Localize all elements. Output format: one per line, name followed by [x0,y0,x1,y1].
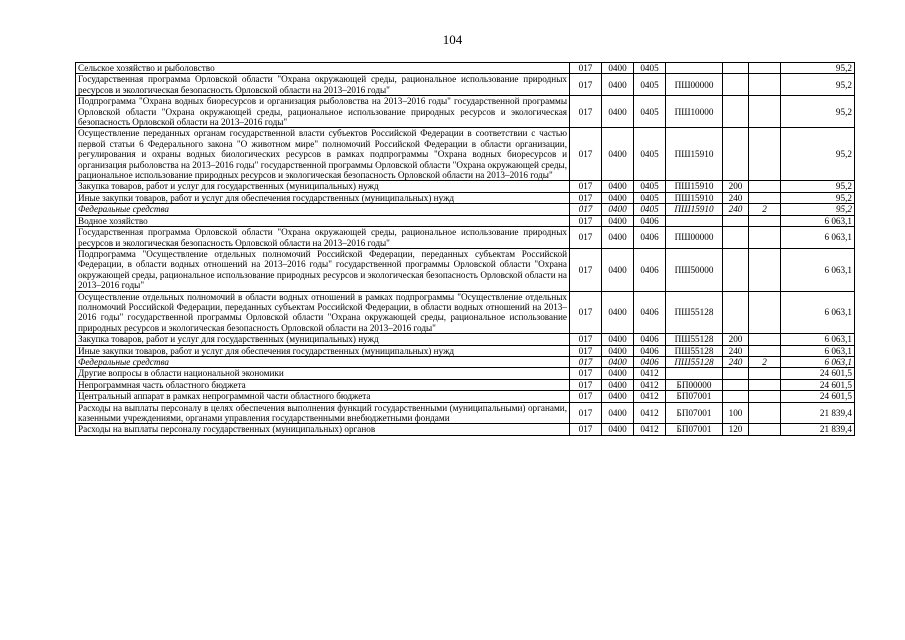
row-name: Федеральные средства [76,356,570,367]
row-target-article: ПШ55128 [666,356,723,367]
row-expense-type [723,74,749,96]
row-amount: 6 063,1 [781,215,855,226]
row-amount: 95,2 [781,128,855,181]
table-row [76,192,855,203]
row-section-code: 0400 [602,128,634,181]
row-fund-code [749,215,781,226]
row-section-code: 0400 [602,291,634,334]
row-target-article: ПШ15910 [666,181,723,192]
budget-table-body [76,63,855,436]
table-row [76,128,855,181]
row-amount: 21 839,4 [781,402,855,424]
row-fund-code [749,368,781,379]
row-ved-code: 017 [570,96,602,128]
row-name: Иные закупки товаров, работ и услуг для обеспечения государственных (муниципальных) нужд [76,345,570,356]
row-fund-code [749,391,781,402]
row-name: Иные закупки товаров, работ и услуг для обеспечения государственных (муниципальных) нужд [76,192,570,203]
row-subsection-code: 0405 [634,128,666,181]
row-target-article: БП00000 [666,379,723,390]
row-section-code: 0400 [602,248,634,291]
row-amount: 6 063,1 [781,356,855,367]
table-row [76,379,855,390]
row-fund-code [749,63,781,74]
row-ved-code: 017 [570,291,602,334]
table-row [76,248,855,291]
row-target-article [666,368,723,379]
row-amount: 95,2 [781,181,855,192]
row-fund-code [749,181,781,192]
row-fund-code [749,96,781,128]
row-subsection-code: 0405 [634,96,666,128]
row-expense-type [723,379,749,390]
row-section-code: 0400 [602,424,634,435]
row-section-code: 0400 [602,368,634,379]
row-ved-code: 017 [570,215,602,226]
row-section-code: 0400 [602,391,634,402]
row-target-article: ПШ15910 [666,192,723,203]
row-target-article: ПШ10000 [666,96,723,128]
row-name: Расходы на выплаты персоналу в целях обеспечения выполнения функций государственными (муниципальными) органами, казенными учреждениями, органами управления государственными внебюджетными фондами [76,402,570,424]
row-fund-code [749,128,781,181]
row-subsection-code: 0406 [634,227,666,249]
row-expense-type: 240 [723,192,749,203]
row-name: Федеральные средства [76,204,570,215]
row-name: Сельское хозяйство и рыболовство [76,63,570,74]
row-ved-code: 017 [570,192,602,203]
row-subsection-code: 0412 [634,368,666,379]
table-row [76,334,855,345]
table-row [76,291,855,334]
row-amount: 21 839,4 [781,424,855,435]
row-section-code: 0400 [602,181,634,192]
row-target-article: ПШ15910 [666,128,723,181]
table-row [76,215,855,226]
row-target-article: БП07001 [666,391,723,402]
row-subsection-code: 0405 [634,181,666,192]
row-expense-type: 240 [723,204,749,215]
row-amount: 24 601,5 [781,391,855,402]
row-fund-code [749,248,781,291]
row-expense-type [723,96,749,128]
row-expense-type [723,128,749,181]
row-target-article: ПШ00000 [666,74,723,96]
row-subsection-code: 0406 [634,356,666,367]
table-row [76,368,855,379]
row-name: Закупка товаров, работ и услуг для государственных (муниципальных) нужд [76,334,570,345]
row-subsection-code: 0405 [634,74,666,96]
row-expense-type [723,63,749,74]
row-ved-code: 017 [570,356,602,367]
row-name: Закупка товаров, работ и услуг для государственных (муниципальных) нужд [76,181,570,192]
row-target-article: БП07001 [666,424,723,435]
row-section-code: 0400 [602,63,634,74]
table-row [76,63,855,74]
row-target-article: ПШ55128 [666,334,723,345]
row-amount: 6 063,1 [781,345,855,356]
row-target-article: ПШ55128 [666,345,723,356]
row-ved-code: 017 [570,345,602,356]
row-target-article: ПШ00000 [666,227,723,249]
row-expense-type [723,248,749,291]
table-row [76,402,855,424]
row-subsection-code: 0412 [634,402,666,424]
table-row [76,345,855,356]
table-row [76,227,855,249]
row-section-code: 0400 [602,215,634,226]
row-name: Непрограммная часть областного бюджета [76,379,570,390]
row-ved-code: 017 [570,379,602,390]
row-fund-code [749,334,781,345]
row-fund-code [749,402,781,424]
row-amount: 6 063,1 [781,291,855,334]
table-row [76,181,855,192]
row-amount: 24 601,5 [781,368,855,379]
row-expense-type: 240 [723,356,749,367]
table-row [76,391,855,402]
row-section-code: 0400 [602,204,634,215]
row-expense-type [723,368,749,379]
row-section-code: 0400 [602,356,634,367]
row-name: Подпрограмма "Осуществление отдельных полномочий Российской Федерации, переданных субъектам Российской Федерации, в области водных отношений на 2013–2016 годы" государственной программы Орловской области "Охрана окружающей среды, рациональное использование природных ресурсов и экологическая безопасность Орловской области на 2013–2016 годы" [76,248,570,291]
table-row [76,204,855,215]
row-name: Подпрограмма "Охрана водных биоресурсов и организация рыболовства на 2013–2016 годы" государственной программы Орловской области "Охрана окружающей среды, рациональное использование природных ресурсов и экологическая безопасность Орловской области на 2013–2016 годы" [76,96,570,128]
row-name: Другие вопросы в области национальной экономики [76,368,570,379]
row-ved-code: 017 [570,74,602,96]
row-subsection-code: 0412 [634,391,666,402]
row-fund-code: 2 [749,204,781,215]
row-fund-code: 2 [749,356,781,367]
row-subsection-code: 0406 [634,291,666,334]
row-ved-code: 017 [570,227,602,249]
row-expense-type [723,391,749,402]
row-fund-code [749,345,781,356]
row-subsection-code: 0406 [634,215,666,226]
row-target-article [666,215,723,226]
row-section-code: 0400 [602,379,634,390]
row-fund-code [749,227,781,249]
row-ved-code: 017 [570,334,602,345]
row-name: Расходы на выплаты персоналу государственных (муниципальных) органов [76,424,570,435]
row-section-code: 0400 [602,192,634,203]
row-section-code: 0400 [602,96,634,128]
row-expense-type: 240 [723,345,749,356]
row-fund-code [749,74,781,96]
row-target-article: ПШ55128 [666,291,723,334]
row-name: Государственная программа Орловской области "Охрана окружающей среды, рациональное использование природных ресурсов и экологическая безопасность Орловской области на 2013–2016 годы" [76,74,570,96]
page-number: 104 [442,32,463,47]
row-amount: 6 063,1 [781,227,855,249]
table-row [76,96,855,128]
row-amount: 95,2 [781,63,855,74]
row-subsection-code: 0405 [634,192,666,203]
row-section-code: 0400 [602,345,634,356]
row-amount: 95,2 [781,192,855,203]
row-ved-code: 017 [570,248,602,291]
row-section-code: 0400 [602,227,634,249]
row-name: Государственная программа Орловской области "Охрана окружающей среды, рациональное использование природных ресурсов и экологическая безопасность Орловской области на 2013–2016 годы" [76,227,570,249]
row-amount: 6 063,1 [781,248,855,291]
row-ved-code: 017 [570,63,602,74]
row-subsection-code: 0406 [634,248,666,291]
row-ved-code: 017 [570,128,602,181]
row-expense-type: 200 [723,181,749,192]
row-fund-code [749,291,781,334]
row-section-code: 0400 [602,402,634,424]
row-amount: 95,2 [781,96,855,128]
table-row [76,74,855,96]
row-expense-type [723,215,749,226]
row-expense-type [723,227,749,249]
row-ved-code: 017 [570,204,602,215]
row-amount: 6 063,1 [781,334,855,345]
row-fund-code [749,424,781,435]
row-name: Осуществление переданных органам государственной власти субъектов Российской Федерации в соответствии с частью первой статьи 6 Федерального закона "О животном мире" полномочий Российской Федерации в области организации, регулирования и охраны водных биологических ресурсов в рамках подпрограммы "Охрана водных биоресурсов и организация рыболовства на 2013–2016 годы" государственной программы Орловской области "Охрана окружающей среды, рациональное использование природных ресурсов и экологическая безопасность Орловской области на 2013–2016 годы" [76,128,570,181]
row-subsection-code: 0406 [634,345,666,356]
row-amount: 24 601,5 [781,379,855,390]
row-ved-code: 017 [570,402,602,424]
row-target-article: ПШ15910 [666,204,723,215]
row-amount: 95,2 [781,74,855,96]
row-subsection-code: 0405 [634,63,666,74]
row-subsection-code: 0412 [634,379,666,390]
row-name: Осуществление отдельных полномочий в области водных отношений в рамках подпрограммы "Осуществление отдельных полномочий Российской Федерации, переданных субъектам Российской Федерации, в области водных отношений на 2013–2016 годы" государственной программы Орловской области "Охрана окружающей среды, рациональное использование природных ресурсов и экологическая безопасность Орловской области на 2013–2016 годы" [76,291,570,334]
table-row [76,356,855,367]
row-target-article: ПШ50000 [666,248,723,291]
budget-table [75,62,855,436]
row-name: Водное хозяйство [76,215,570,226]
row-ved-code: 017 [570,181,602,192]
row-expense-type: 200 [723,334,749,345]
row-section-code: 0400 [602,74,634,96]
row-target-article: БП07001 [666,402,723,424]
row-subsection-code: 0412 [634,424,666,435]
row-ved-code: 017 [570,424,602,435]
row-amount: 95,2 [781,204,855,215]
row-expense-type: 100 [723,402,749,424]
row-subsection-code: 0406 [634,334,666,345]
row-ved-code: 017 [570,391,602,402]
row-fund-code [749,379,781,390]
row-fund-code [749,192,781,203]
row-name: Центральный аппарат в рамках непрограммной части областного бюджета [76,391,570,402]
row-expense-type: 120 [723,424,749,435]
row-ved-code: 017 [570,368,602,379]
table-row [76,424,855,435]
row-expense-type [723,291,749,334]
row-section-code: 0400 [602,334,634,345]
row-subsection-code: 0405 [634,204,666,215]
row-target-article [666,63,723,74]
